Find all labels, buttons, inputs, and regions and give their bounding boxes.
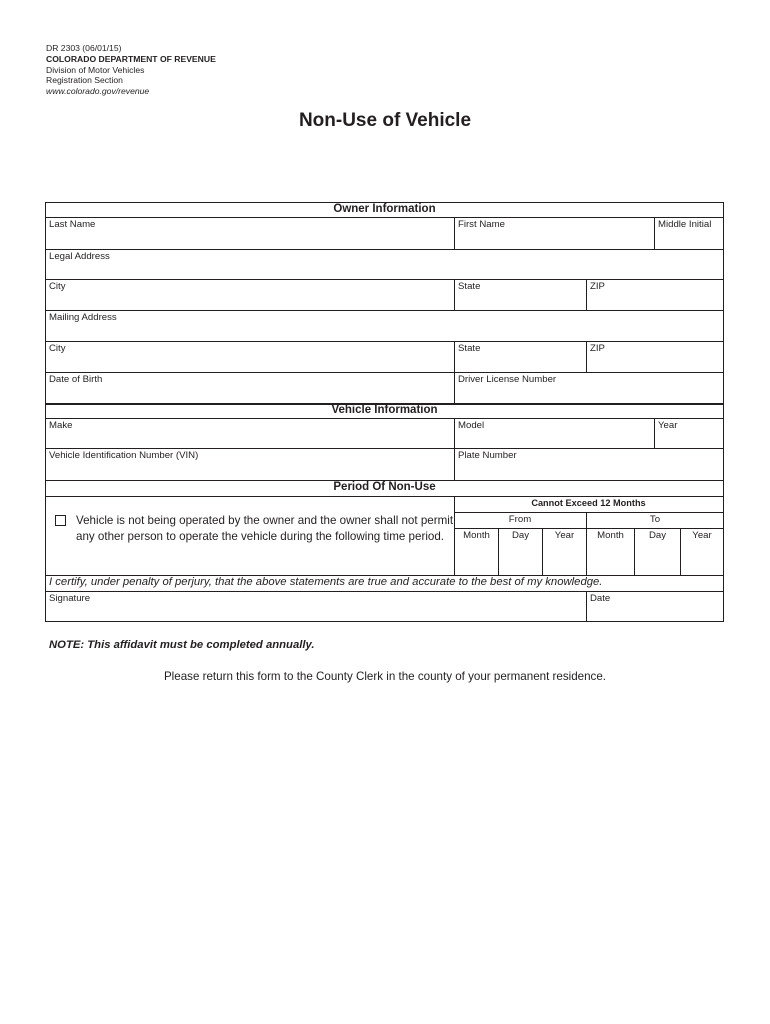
first-name-label: First Name: [458, 219, 505, 230]
legal-address-label: Legal Address: [49, 251, 110, 262]
city-label-2: City: [49, 343, 66, 354]
year-field[interactable]: [655, 419, 723, 448]
department-name: COLORADO DEPARTMENT OF REVENUE: [46, 53, 216, 64]
last-name-field[interactable]: [46, 218, 454, 249]
from-day-field[interactable]: [499, 529, 542, 575]
first-name-field[interactable]: [455, 218, 654, 249]
certification-statement: I certify, under penalty of perjury, that the above statements are true and accurate to the best of my knowledge.: [49, 576, 603, 588]
mailing-address-field[interactable]: [46, 311, 723, 341]
zip-field-2[interactable]: [587, 342, 723, 372]
from-month-field[interactable]: [455, 529, 498, 575]
to-year-label: Year: [692, 530, 712, 541]
signature-label: Signature: [49, 593, 91, 604]
to-day-field[interactable]: [635, 529, 680, 575]
period-limit: Cannot Exceed 12 Months: [531, 498, 646, 508]
vin-field[interactable]: [46, 449, 454, 480]
date-of-birth-field[interactable]: [46, 373, 454, 403]
vin-label: Vehicle Identification Number (VIN): [49, 450, 199, 461]
year-label: Year: [658, 420, 678, 431]
to-month-field[interactable]: [587, 529, 634, 575]
divider: [46, 496, 723, 497]
legal-address-field[interactable]: [46, 250, 723, 279]
zip-label-2: ZIP: [590, 343, 605, 354]
driver-license-field[interactable]: [455, 373, 723, 403]
zip-label-1: ZIP: [590, 281, 605, 292]
model-field[interactable]: [455, 419, 654, 448]
period-section-heading: Period Of Non-Use: [333, 481, 436, 493]
website: www.colorado.gov/revenue: [46, 86, 150, 97]
to-month-label: Month: [597, 530, 624, 541]
from-month-label: Month: [463, 530, 490, 541]
state-label-2: State: [458, 343, 481, 354]
signature-field[interactable]: [46, 592, 586, 622]
to-year-field[interactable]: [681, 529, 723, 575]
middle-initial-field[interactable]: [655, 218, 723, 249]
divider: [454, 512, 723, 513]
from-year-field[interactable]: [543, 529, 586, 575]
form-number: DR 2303 (06/01/15): [46, 43, 122, 53]
make-field[interactable]: [46, 419, 454, 448]
city-field-1[interactable]: [46, 280, 454, 310]
date-field[interactable]: [587, 592, 723, 622]
last-name-label: Last Name: [49, 219, 96, 230]
date-of-birth-label: Date of Birth: [49, 374, 103, 385]
from-day-label: Day: [511, 530, 530, 541]
plate-number-field[interactable]: [455, 449, 723, 480]
middle-initial-label: Middle Initial: [658, 219, 712, 230]
city-label-1: City: [49, 281, 66, 292]
page-title: Non-Use of Vehicle: [298, 110, 472, 131]
owner-section-heading: Owner Information: [333, 203, 436, 215]
annual-note: NOTE: This affidavit must be completed annually.: [49, 639, 315, 651]
vehicle-section-heading: Vehicle Information: [331, 404, 438, 416]
driver-license-label: Driver License Number: [458, 374, 557, 385]
make-label: Make: [49, 420, 73, 431]
to-day-label: Day: [648, 530, 667, 541]
form-header: [46, 43, 216, 97]
division-name: Division of Motor Vehicles: [46, 64, 145, 75]
non-use-checkbox[interactable]: [55, 515, 66, 526]
to-label: To: [649, 514, 661, 525]
from-label: From: [508, 514, 532, 525]
state-label-1: State: [458, 281, 481, 292]
state-field-2[interactable]: [455, 342, 586, 372]
return-instruction: Please return this form to the County Clerk in the county of your permanent residence.: [163, 670, 607, 683]
mailing-address-label: Mailing Address: [49, 312, 117, 323]
zip-field-1[interactable]: [587, 280, 723, 310]
city-field-2[interactable]: [46, 342, 454, 372]
state-field-1[interactable]: [455, 280, 586, 310]
non-use-form: [45, 202, 724, 622]
from-year-label: Year: [554, 530, 575, 541]
section-name: Registration Section: [46, 75, 123, 86]
date-label: Date: [590, 593, 611, 604]
non-use-statement: Vehicle is not being operated by the owner and the owner shall not permit any other person to operate the vehicle during the following time period.: [76, 514, 454, 543]
model-label: Model: [458, 420, 485, 431]
plate-number-label: Plate Number: [458, 450, 517, 461]
